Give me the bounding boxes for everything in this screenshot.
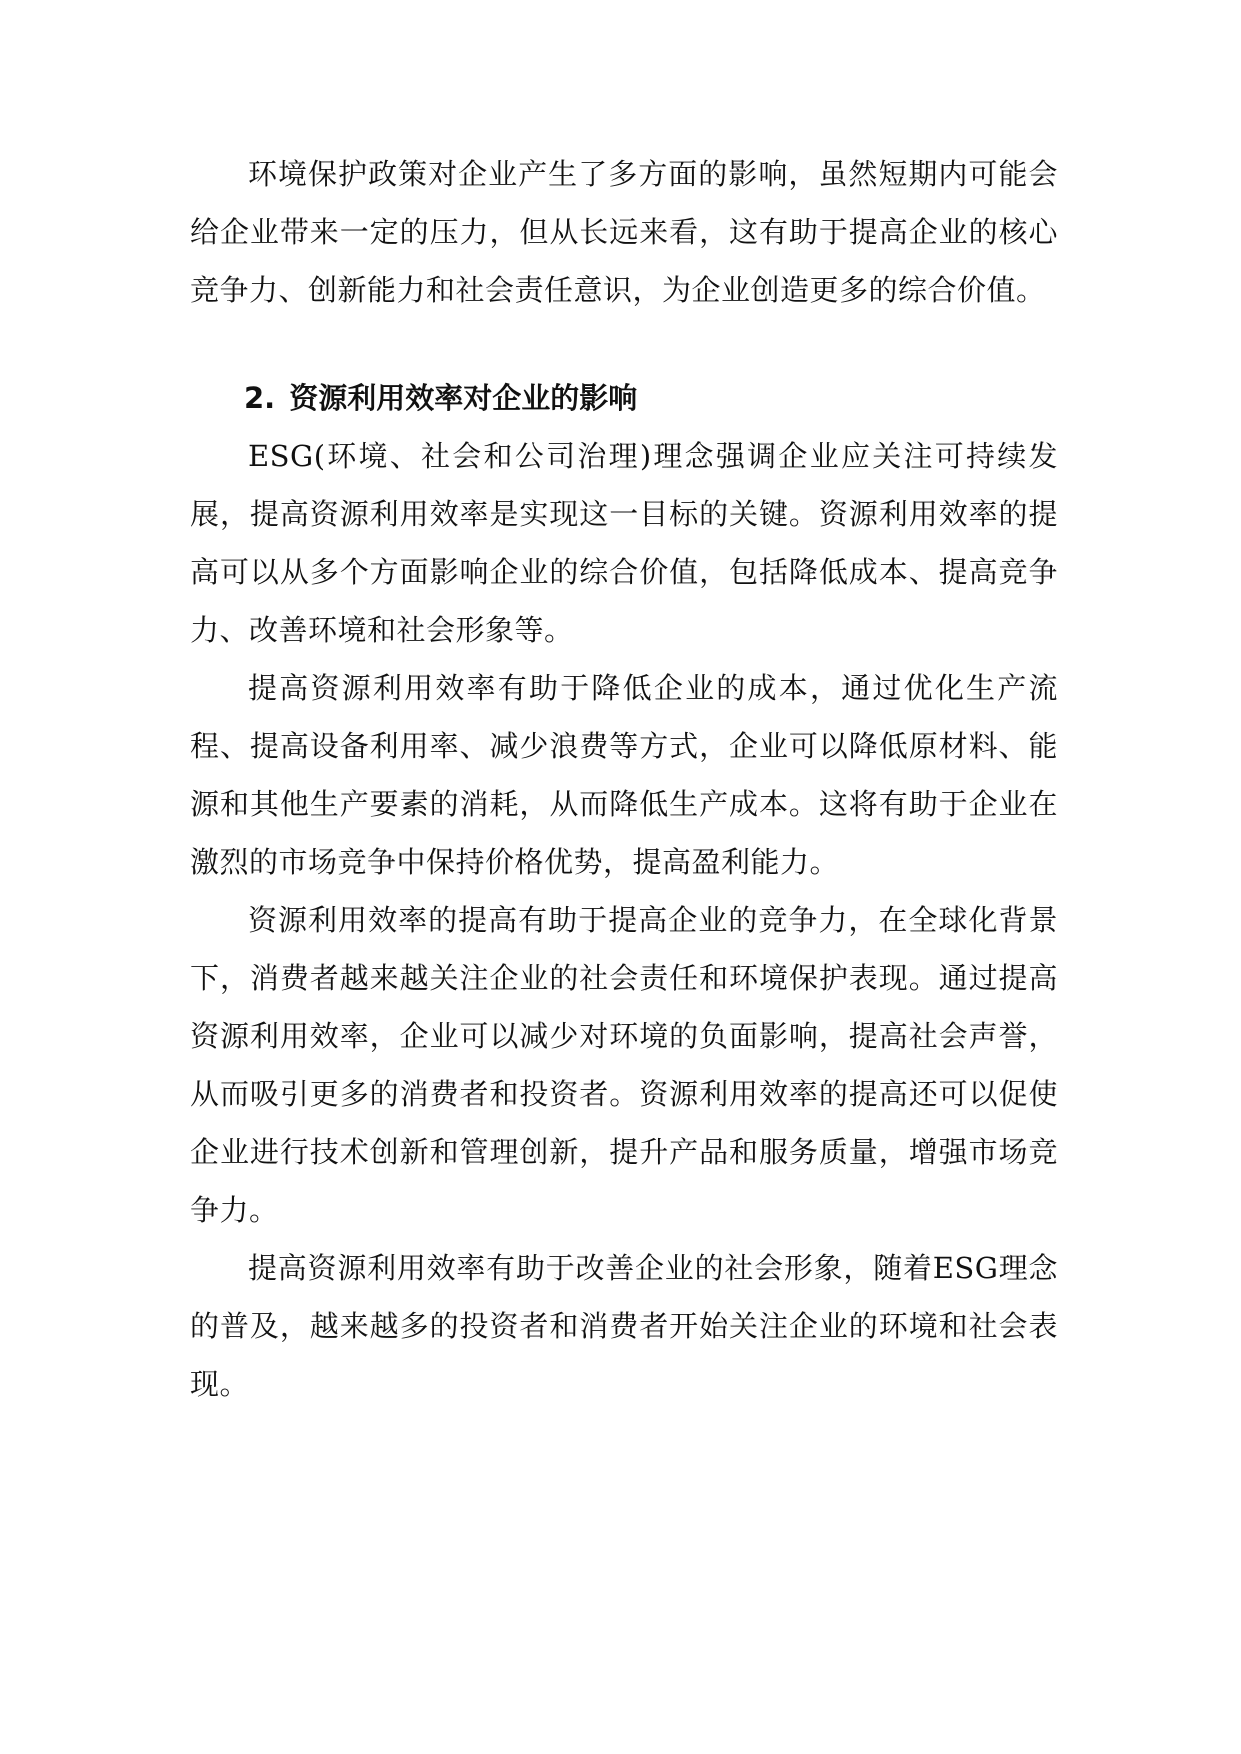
- paragraph-cost-reduction: 提高资源利用效率有助于降低企业的成本，通过优化生产流程、提高设备利用率、减少浪费等方式，企业可以降低原材料、能源和其他生产要素的消耗，从而降低生产成本。这将有助于企业在激烈的市场竞争中保持价格优势，提高盈利能力。: [190, 671, 1058, 879]
- paragraph-competitiveness: 资源利用效率的提高有助于提高企业的竞争力，在全球化背景下，消费者越来越关注企业的社会责任和环境保护表现。通过提高资源利用效率，企业可以减少对环境的负面影响，提高社会声誉，从而吸引更多的消费者和投资者。资源利用效率的提高还可以促使企业进行技术创新和管理创新，提升产品和服务质量，增强市场竞争力。: [190, 903, 1058, 1227]
- section-title: 资源利用效率对企业的影响: [289, 381, 638, 415]
- document-body: [190, 145, 1058, 1413]
- paragraph-social-image: 提高资源利用效率有助于改善企业的社会形象，随着ESG理念的普及，越来越多的投资者和消费者开始关注企业的环境和社会表现。: [190, 1251, 1058, 1401]
- section-number: 2.: [244, 381, 276, 415]
- section-heading: [190, 369, 1058, 427]
- paragraph-environmental-policy-summary: 环境保护政策对企业产生了多方面的影响，虽然短期内可能会给企业带来一定的压力，但从长远来看，这有助于提高企业的核心竞争力、创新能力和社会责任意识，为企业创造更多的综合价值。: [190, 157, 1058, 307]
- paragraph-esg-intro: ESG(环境、社会和公司治理)理念强调企业应关注可持续发展，提高资源利用效率是实现这一目标的关键。资源利用效率的提高可以从多个方面影响企业的综合价值，包括降低成本、提高竞争力、改善环境和社会形象等。: [190, 439, 1058, 647]
